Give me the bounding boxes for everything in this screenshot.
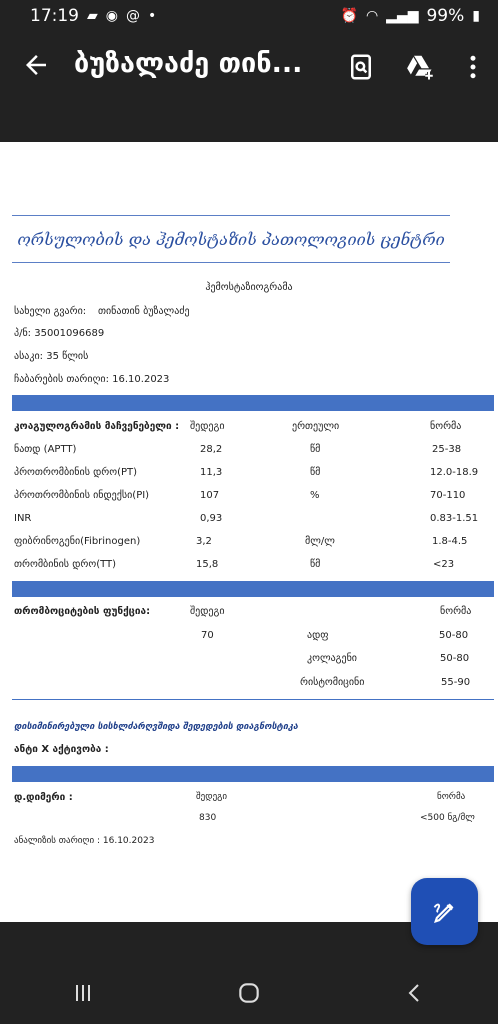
cell-result: 11,3 (200, 467, 223, 478)
dot-icon: • (148, 8, 157, 24)
cell-norm: 1.8-4.5 (432, 536, 468, 547)
patient-age: ასაკი: 35 წლის (14, 351, 89, 362)
recent-apps-icon[interactable] (71, 981, 95, 1009)
cell-result: 3,2 (196, 536, 212, 547)
cell-param: INR (14, 513, 32, 524)
edit-fab-button[interactable] (411, 878, 478, 945)
cell-norm: 12.0-18.9 (430, 467, 479, 478)
battery-icon: ▮ (472, 8, 480, 24)
message-icon: ▰ (87, 8, 98, 24)
cell-norm: 70-110 (430, 490, 466, 501)
cell-norm: <23 (433, 559, 455, 570)
cell-unit: წმ (310, 467, 321, 478)
cell-result: 15,8 (196, 559, 219, 570)
back-arrow-icon[interactable] (18, 50, 54, 86)
cell-norm: 55-90 (441, 677, 471, 688)
back-nav-icon[interactable] (403, 981, 427, 1009)
ddimer-norm-header: ნორმა (437, 792, 466, 802)
platelet-header-result: შედეგი (190, 606, 225, 617)
edit-pen-icon (431, 898, 459, 926)
anti-x-label: ანტი X აქტივობა : (14, 744, 109, 755)
ddimer-norm: <500 ნგ/მლ (420, 813, 475, 823)
platelet-header-param: თრომბოციტების ფუნქცია: (14, 606, 151, 617)
more-vert-icon[interactable] (458, 52, 488, 82)
cell-agonist: კოლაგენი (307, 653, 357, 664)
cell-norm: 50-80 (439, 630, 469, 641)
viber-icon: ◉ (105, 8, 118, 24)
blue-band (12, 581, 494, 597)
receipt-date: ჩაბარების თარიღი: 16.10.2023 (14, 374, 170, 385)
center-title: ორსულობის და ჰემოსტაზის პათოლოგიის ცენტრი (17, 230, 445, 249)
document-page[interactable] (0, 142, 498, 922)
cell-unit: % (310, 490, 320, 501)
document-title: ბუზალაძე თინ... (74, 48, 303, 79)
patient-id: პ/ნ: 35001096689 (14, 328, 105, 339)
cell-result: 0,93 (200, 513, 223, 524)
divider (12, 262, 450, 263)
cell-param: თრომბინის დრო(TT) (14, 559, 117, 570)
system-nav-bar (0, 966, 498, 1024)
document-search-icon[interactable] (346, 52, 376, 82)
home-icon[interactable] (236, 980, 262, 1010)
divider (12, 215, 450, 216)
cell-norm: 25-38 (432, 444, 462, 455)
cell-param: პროთრომბინის დრო(PT) (14, 467, 138, 478)
signal-icon: ▂▄▆ (386, 8, 419, 24)
cell-param: ნათდ (APTT) (14, 444, 77, 455)
cell-norm: 50-80 (440, 653, 470, 664)
alarm-icon: ⏰ (340, 8, 358, 24)
coag-header-norm: ნორმა (430, 421, 462, 432)
blue-band (12, 766, 494, 782)
ddx-title: დისიმინირებული სისხლძარღვშიდა შედედების დიაგნოსტიკა (14, 722, 298, 732)
section-title: ჰემოსტაზიოგრამა (205, 282, 293, 293)
blue-band (12, 395, 494, 411)
status-time: 17:19 (30, 6, 79, 26)
coag-header-unit: ერთეული (292, 421, 340, 432)
platelet-value: 70 (201, 630, 214, 641)
cell-unit: წმ (310, 559, 321, 570)
divider (12, 699, 494, 700)
cell-norm: 0.83-1.51 (430, 513, 479, 524)
ddimer-label: დ.დიმერი : (14, 792, 73, 803)
ddimer-result-header: შედეგი (196, 792, 228, 802)
cell-param: პროთრომბინის ინდექსი(PI) (14, 490, 150, 501)
name-label: სახელი გვარი: (14, 306, 87, 317)
cell-result: 28,2 (200, 444, 223, 455)
coag-header-result: შედეგი (190, 421, 225, 432)
cell-result: 107 (200, 490, 220, 501)
analysis-date: ანალიზის თარიღი : 16.10.2023 (14, 836, 155, 846)
ddimer-value: 830 (199, 813, 217, 823)
cell-agonist: რისტომიცინი (300, 677, 365, 688)
cell-agonist: ადფ (307, 630, 329, 641)
name-value: თინათინ ბუზალაძე (98, 306, 190, 317)
cell-unit: მლ/ლ (305, 536, 335, 547)
cell-unit: წმ (310, 444, 321, 455)
cell-param: ფიბრინოგენი(Fibrinogen) (14, 536, 141, 547)
app-bar (0, 32, 498, 142)
at-icon: @ (126, 8, 140, 24)
drive-add-icon[interactable] (404, 52, 434, 82)
battery-level: 99% (426, 6, 465, 26)
status-bar (0, 0, 498, 32)
wifi-icon: ◠ (365, 8, 379, 24)
platelet-header-norm: ნორმა (440, 606, 472, 617)
coag-header-param: კოაგულოგრამის მაჩვენებელი : (14, 421, 180, 432)
